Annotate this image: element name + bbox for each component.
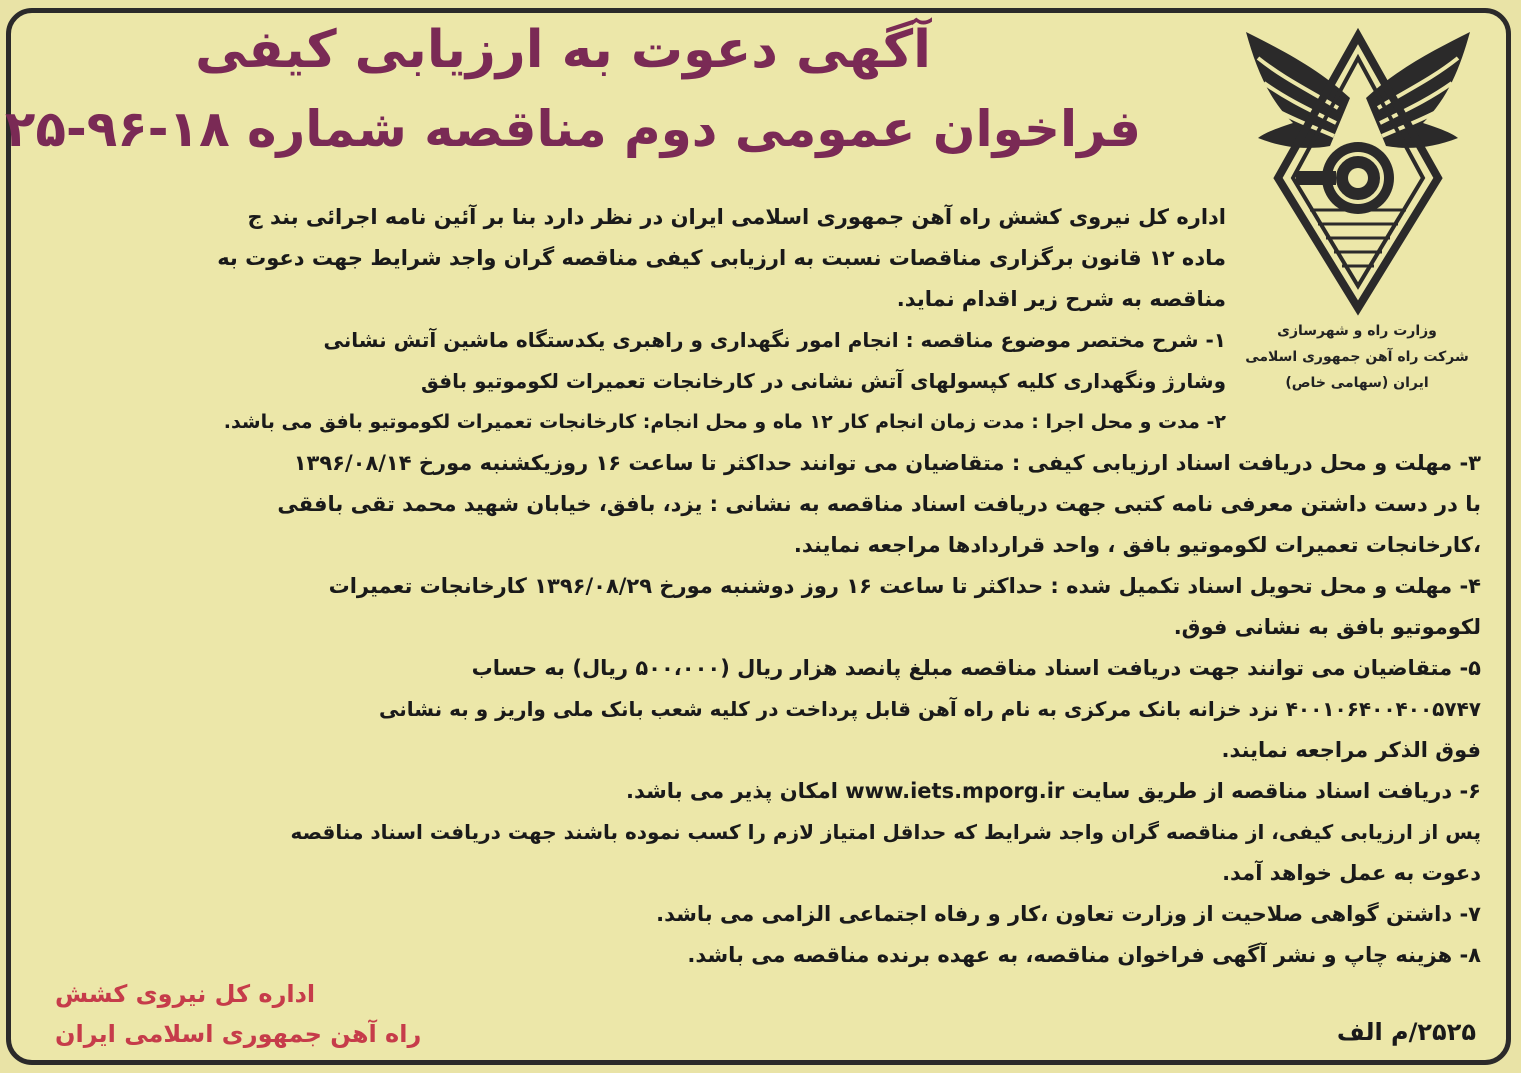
body-line: ۷- داشتن گواهی صلاحیت از وزارت تعاون ،کار و رفاه اجتماعی الزامی می باشد. <box>656 902 1481 926</box>
ministry-caption-line: ایران (سهامی خاص) <box>1285 375 1429 391</box>
notice-subtitle: فراخوان عمومی دوم مناقصه شماره ۱۸-۹۶-۲۵ <box>4 100 1141 158</box>
ad-code: ۲۵۲۵/م الف <box>1336 1018 1476 1046</box>
body-line: با در دست داشتن معرفی نامه کتبی جهت دریافت اسناد مناقصه به نشانی : یزد، بافق، خیابان شهید محمد تقی بافقی <box>277 492 1481 516</box>
body-line: فوق الذکر مراجعه نمایند. <box>1221 738 1481 762</box>
body-line: ۸- هزینه چاپ و نشر آگهی فراخوان مناقصه، به عهده برنده مناقصه می باشد. <box>687 943 1481 967</box>
body-line: اداره کل نیروی کشش راه آهن جمهوری اسلامی ایران در نظر دارد بنا بر آئین نامه اجرائی بند ج <box>247 205 1226 229</box>
body-line: دعوت به عمل خواهد آمد. <box>1222 861 1481 885</box>
body-line: ۳- مهلت و محل دریافت اسناد ارزیابی کیفی : متقاضیان می توانند حداکثر تا ساعت ۱۶ روزیکشنبه مورخ ۱۳۹۶/۰۸/۱۴ <box>293 451 1481 475</box>
body-line: لکوموتیو بافق به نشانی فوق. <box>1173 615 1481 639</box>
body-line: ،کارخانجات تعمیرات لکوموتیو بافق ، واحد قراردادها مراجعه نمایند. <box>793 533 1481 557</box>
body-line: ماده ۱۲ قانون برگزاری مناقصات نسبت به ارزیابی کیفی مناقصه گران واجد شرایط جهت دعوت به <box>217 246 1226 270</box>
ministry-caption-line: شرکت راه آهن جمهوری اسلامی <box>1245 349 1469 365</box>
ministry-caption <box>1232 318 1482 396</box>
notice-title: آگهی دعوت به ارزیابی کیفی <box>195 20 931 80</box>
signature-line: اداره کل نیروی کشش <box>55 980 316 1008</box>
signature-line: راه آهن جمهوری اسلامی ایران <box>55 1020 422 1048</box>
railway-winged-emblem-icon <box>1238 28 1478 318</box>
body-line: ۴۰۰۱۰۶۴۰۰۴۰۰۵۷۴۷ نزد خزانه بانک مرکزی به نام راه آهن قابل پرداخت در کلیه شعب بانک ملی واریز و به نشانی <box>379 697 1481 721</box>
body-line: ۶- دریافت اسناد مناقصه از طریق سایت www.iets.mporg.ir امکان پذیر می باشد. <box>626 779 1481 803</box>
body-line: ۲- مدت و محل اجرا : مدت زمان انجام کار ۱۲ ماه و محل انجام: کارخانجات تعمیرات لکوموتیو بافق می باشد. <box>223 411 1226 433</box>
body-line: ۵- متقاضیان می توانند جهت دریافت اسناد مناقصه مبلغ پانصد هزار ریال (۵۰۰،۰۰۰ ریال) به حساب <box>471 656 1481 680</box>
body-line: وشارژ ونگهداری کلیه کپسولهای آتش نشانی در کارخانجات تعمیرات لکوموتیو بافق <box>421 369 1226 393</box>
body-line: ۴- مهلت و محل تحویل اسناد تکمیل شده : حداکثر تا ساعت ۱۶ روز دوشنبه مورخ ۱۳۹۶/۰۸/۲۹ کارخانجات تعمیرات <box>328 574 1481 598</box>
body-line: مناقصه به شرح زیر اقدام نماید. <box>896 287 1226 311</box>
body-line: ۱- شرح مختصر موضوع مناقصه : انجام امور نگهداری و راهبری یکدستگاه ماشین آتش نشانی <box>323 328 1226 352</box>
body-line: پس از ارزیابی کیفی، از مناقصه گران واجد شرایط که حداقل امتیاز لازم را کسب نموده باشند جهت دریافت اسناد مناقصه <box>290 820 1481 844</box>
ministry-caption-line: وزارت راه و شهرسازی <box>1277 323 1437 339</box>
